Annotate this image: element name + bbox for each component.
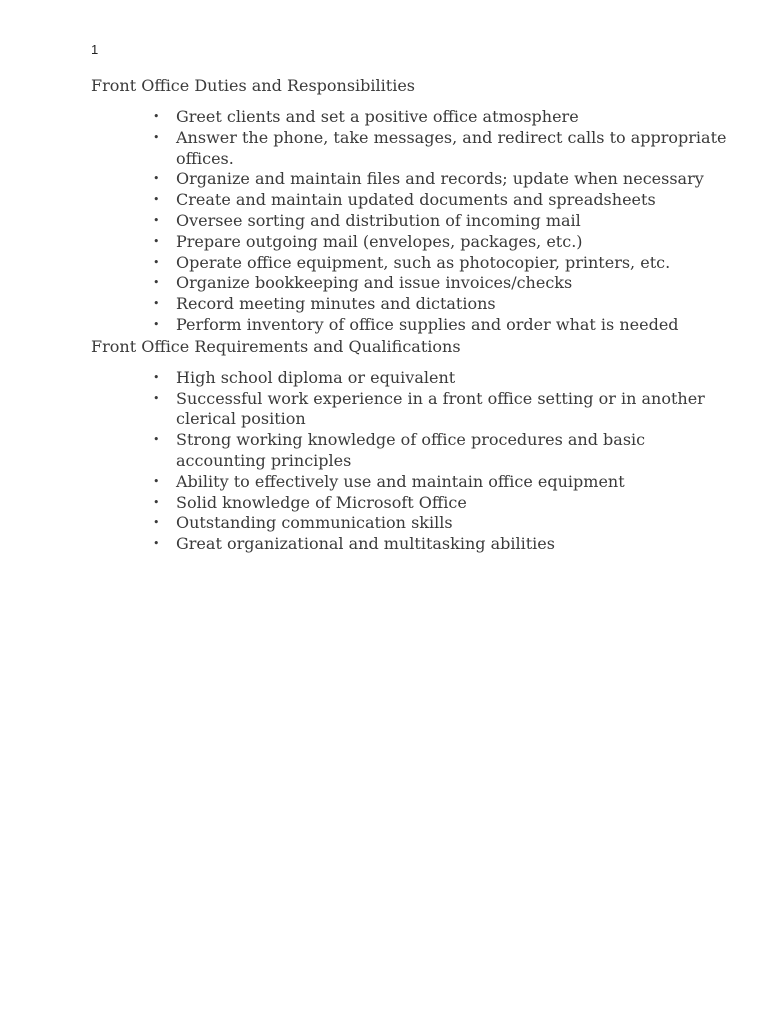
list-item-text: Successful work experience in a front office setting or in another clerical position xyxy=(176,388,705,429)
requirements-list xyxy=(91,368,731,555)
bullet-icon: • xyxy=(153,172,160,186)
duties-list xyxy=(91,107,731,336)
list-item xyxy=(91,534,731,555)
bullet-icon: • xyxy=(153,297,160,311)
list-item-text: Record meeting minutes and dictations xyxy=(176,294,496,314)
bullet-icon: • xyxy=(153,474,160,488)
list-item xyxy=(91,169,731,190)
list-item xyxy=(91,273,731,294)
bullet-icon: • xyxy=(153,433,160,447)
list-item-text: Solid knowledge of Microsoft Office xyxy=(176,492,467,512)
list-item xyxy=(91,253,731,274)
list-item-text: Oversee sorting and distribution of incoming mail xyxy=(176,210,581,230)
list-item xyxy=(91,430,731,472)
list-item-text: Organize bookkeeping and issue invoices/checks xyxy=(176,273,573,293)
list-item xyxy=(91,472,731,493)
list-item xyxy=(91,107,731,128)
bullet-icon: • xyxy=(153,234,160,248)
list-item xyxy=(91,368,731,389)
bullet-icon: • xyxy=(153,193,160,207)
list-item-text: Outstanding communication skills xyxy=(176,513,453,533)
document-body xyxy=(91,75,731,555)
list-item xyxy=(91,232,731,253)
list-item-text: Answer the phone, take messages, and redirect calls to appropriate offices. xyxy=(176,127,727,168)
list-item xyxy=(91,128,731,170)
section-heading-duties: Front Office Duties and Responsibilities xyxy=(91,76,415,95)
bullet-icon: • xyxy=(153,495,160,509)
list-item xyxy=(91,315,731,336)
list-item-text: Create and maintain updated documents and spreadsheets xyxy=(176,190,656,210)
list-item xyxy=(91,190,731,211)
list-item-text: Strong working knowledge of office procedures and basic accounting principles xyxy=(176,430,646,470)
bullet-icon: • xyxy=(153,255,160,269)
list-item xyxy=(91,211,731,232)
bullet-icon: • xyxy=(153,276,160,290)
bullet-icon: • xyxy=(153,130,160,144)
list-item xyxy=(91,389,731,431)
list-item-text: Prepare outgoing mail (envelopes, packages, etc.) xyxy=(176,231,583,251)
bullet-icon: • xyxy=(153,370,160,384)
list-item-text: Greet clients and set a positive office atmosphere xyxy=(176,107,579,126)
list-item-text: Perform inventory of office supplies and order what is needed xyxy=(176,314,679,334)
bullet-icon: • xyxy=(153,516,160,530)
list-item-text: Ability to effectively use and maintain office equipment xyxy=(176,471,625,491)
list-item xyxy=(91,294,731,315)
bullet-icon: • xyxy=(153,537,160,551)
list-item xyxy=(91,513,731,534)
list-item xyxy=(91,493,731,514)
list-item-text: Great organizational and multitasking abilities xyxy=(176,534,555,554)
bullet-icon: • xyxy=(153,213,160,227)
section-heading-requirements: Front Office Requirements and Qualifications xyxy=(91,336,461,356)
list-item-text: Operate office equipment, such as photocopier, printers, etc. xyxy=(176,252,671,272)
bullet-icon: • xyxy=(153,391,160,405)
page-number: 1 xyxy=(91,42,99,57)
list-item-text: High school diploma or equivalent xyxy=(176,367,456,387)
bullet-icon: • xyxy=(153,110,160,123)
bullet-icon: • xyxy=(153,317,160,331)
list-item-text: Organize and maintain files and records; update when necessary xyxy=(176,169,704,189)
